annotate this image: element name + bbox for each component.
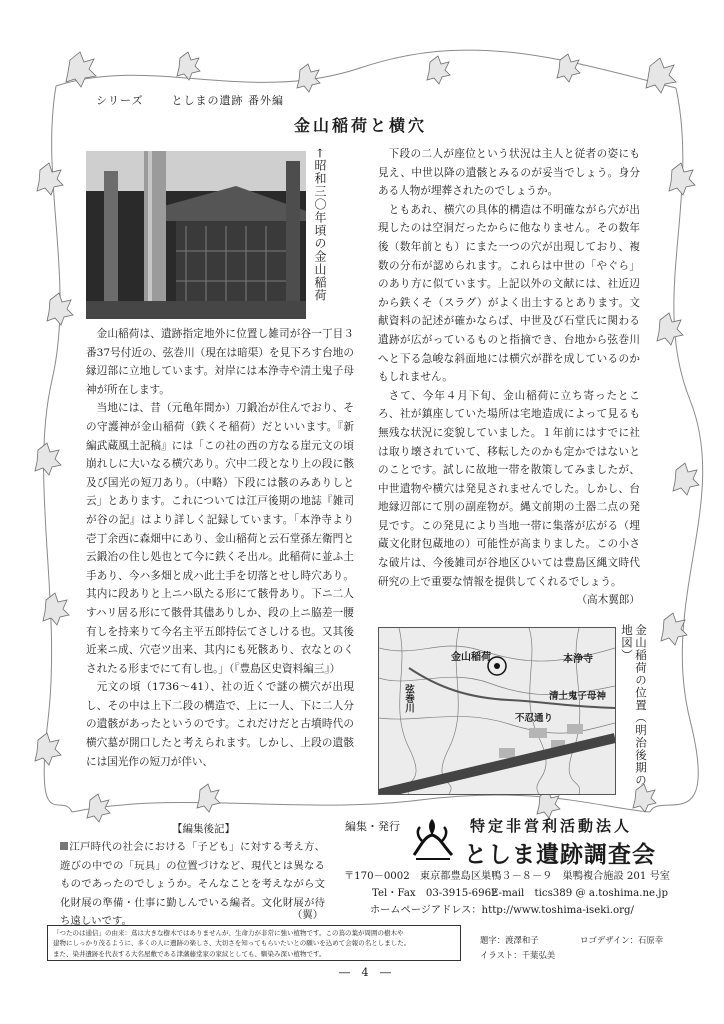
organization-homepage: ホームページアドレス：http://www.toshima-iseki.org/ bbox=[370, 905, 634, 916]
map-label-kanayama: 金山稲荷 bbox=[451, 652, 491, 663]
article-paragraph: 元文の頃（1736～41）、社の近くで謎の横穴が出現し、その中は上下二段の構造で、上に一人、下に二人分の遺骸があったというのです。これだけだと古墳時代の横穴墓が開口したと考えられます。しかし、上段の遺骸には国光作の短刀が伴い、 bbox=[86, 681, 354, 768]
article-paragraph: ともあれ、横穴の具体的構造は不明確ながら穴が出現したのは空洞だったからに他なりません。その数年後（数年前とも）にまた一つの穴が出現しており、複数の分布が認められます。これらは中世の「やぐら」のあり方に似ています。上記以外の文献には、社近辺から鉄くそ（スラグ）がよく出土するとあります。文献資料の記述が確かならば、中世及び石堂氏に関わる遺跡が広がっているものと指摘でき、台地から弦巻川へと下る急峻な斜面地には横穴が群を成しているのかもしれません。 bbox=[378, 203, 640, 384]
article-author: （高木翼郎） bbox=[576, 594, 640, 607]
map-label-kishimojin: 清土鬼子母神 bbox=[549, 691, 607, 702]
map-label-fushidoori: 不忍通り bbox=[515, 713, 554, 724]
postscript-signature: （翼） bbox=[292, 909, 324, 921]
series-name: としまの遺跡 番外編 bbox=[171, 94, 284, 107]
credit-title-writing: 題字：渡澤和子 bbox=[480, 935, 539, 945]
newsletter-name-note bbox=[47, 925, 461, 961]
article-paragraph: 当地には、昔（元亀年間か）刀鍛冶が住んでおり、その守護神が金山稲荷（鉄くそ稲荷）だといいます。『新編武蔵風土記稿』には「この社の西の方なる崖元文の頃崩れしに大いなる横穴あり。穴中二段となり上の段に骸及び国光の短刀あり。（中略）下段には骸のみありしと云」とあります。これについては江戸後期の地誌『雑司が谷の記』はより詳しく記録しています。「本浄寺より壱丁余西に森畑中にあり、金山稲荷と云石堂孫左衛門と云鍛冶の住し処也とて今に鉄くそ出ル。此稲荷に並ふ土手あり、今ハ多畑と成ハ此土手を切落とせし時穴あり。其内に段ありと上ニハ臥たる形にて骸骨あり。下ニ二人すハリ居る形にて骸骨其儘ありしか、段の上ニ脇差一腰有しを持来りて今名主平五郎持伝てさしける也。又其後近来ニ成、穴壱ツ出来、其内にも死骸あり、衣なとのくされたる形までにて有し也。」（『豊島区史資料編三』） bbox=[86, 402, 354, 675]
note-line: また、染井遺跡を代表する大名屋敷である津藩藤堂家の家紋としても、馴染み深い植物です。 bbox=[53, 949, 326, 958]
organization-logo-icon bbox=[410, 817, 456, 861]
article-paragraph: さて、今年４月下旬、金山稲荷に立ち寄ったところ、社が鎮座していた場所は宅地造成によって見るも無残な状況に変貌していました。１年前にはすでに社は取り壊されていて、移転したのかも定かではないとのことです。試しに故地一帯を散策してみましたが、中世遺物や横穴は発見されませんでした。しかし、台地縁辺部にて別の副産物が。縄文前期の土器二点の発見です。この発見により当地一帯に集落が広がる（埋蔵文化財包蔵地の）可能性が高まりました。この小さな破片は、今後雑司が谷地区ひいては豊島区縄文時代研究の上で重要な情報を提供してくれるでしょう。 bbox=[378, 389, 640, 588]
article-column-left bbox=[86, 325, 354, 771]
postscript-body bbox=[60, 838, 325, 931]
map-label-honjoji: 本浄寺 bbox=[563, 654, 593, 665]
organization-phone: Tel・Fax 03-3915-6962 bbox=[372, 888, 498, 899]
credit-illustration: イラスト：千葉弘美 bbox=[480, 950, 556, 960]
series-label bbox=[96, 92, 312, 108]
article-paragraph: 金山稲荷は、遺跡指定地外に位置し雑司が谷一丁目３番37号付近の、弦巻川（現在は暗渠）を見下ろす台地の縁辺部に立地しています。対岸には本浄寺や清土鬼子母神が所在します。 bbox=[86, 328, 354, 396]
article-column-right bbox=[378, 145, 640, 610]
organization-address: 〒170－0002 東京都豊島区巣鴨３－８－９ 巣鴨複合施設 201 号室 bbox=[344, 871, 670, 882]
series-prefix: シリーズ bbox=[96, 94, 144, 107]
photo-caption: ←昭和三〇年頃の金山稲荷 bbox=[313, 148, 327, 303]
article-paragraph: 下段の二人が座位という状況は主人と従者の姿にも見え、中世以降の遺骸とみるのが妥当でしょう。身分ある人物が埋葬されたのでしょうか。 bbox=[378, 148, 640, 198]
note-line: 建物にしっかり茂るように、多くの人に遺跡の楽しさ、大切さを知ってもらいたいとの願いを込めて会報の名としました。 bbox=[53, 939, 411, 948]
organization-name: としま遺跡調査会 bbox=[464, 842, 656, 868]
organization-type: 特定非営利活動法人 bbox=[470, 817, 633, 835]
organization-email: E-mail tics389 @ a.toshima.ne.jp bbox=[491, 888, 668, 899]
location-map bbox=[378, 627, 616, 795]
credit-logo-design: ロゴデザイン：石原幸 bbox=[580, 935, 664, 945]
note-line: 「つたのは通信」の由来：蔦は大きな樹木ではありませんが、生命力が非常に強い植物です。この蔦の葉が周囲の樹木や bbox=[53, 929, 404, 937]
publisher-label: 編集・発行 bbox=[345, 820, 400, 833]
ivy-leaf-icon bbox=[60, 842, 68, 850]
shrine-photo bbox=[86, 151, 306, 319]
shrine-photo-illustration bbox=[86, 151, 306, 319]
postscript-heading: 【編集後記】 bbox=[172, 823, 235, 835]
page-number: ― 4 ― bbox=[339, 966, 395, 979]
map-caption: 金山稲荷の位置（明治後期の地図） bbox=[620, 624, 648, 787]
postscript-text: 江戸時代の社会における「子ども」に対する考え方、遊びの中での「玩具」の位置づけなど、現代とは異なるものであったのでしょうか。そんなことを考えながら文化財展の準備・仕事に勤しんでいる編者。文化財展が待ち遠しいです。 bbox=[60, 841, 325, 927]
article-title: 金山稲荷と横穴 bbox=[294, 116, 428, 135]
map-label-tsurumaki: 弦巻川 bbox=[403, 684, 414, 713]
